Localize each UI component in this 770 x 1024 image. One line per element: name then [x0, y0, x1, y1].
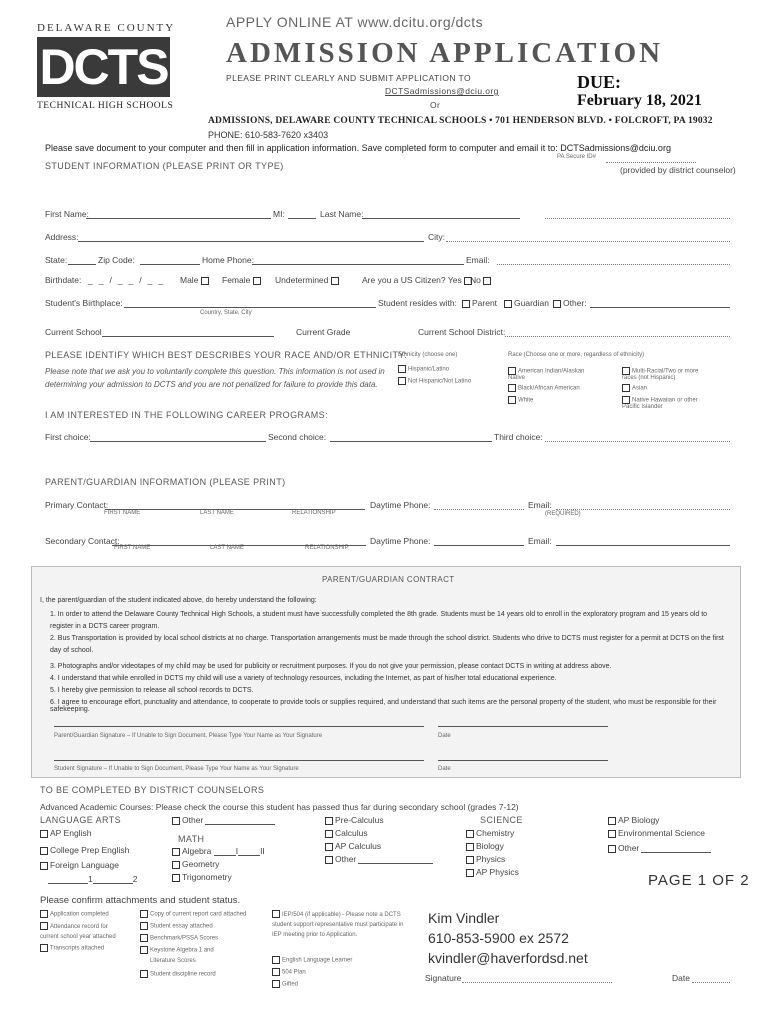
hispanic-option[interactable]: [398, 365, 449, 373]
env-science-label: Environmental Science: [618, 828, 705, 838]
trig-option[interactable]: [172, 872, 232, 882]
guardian-label: Guardian: [514, 298, 549, 308]
contact-phone: 610-853-5900 ex 2572: [428, 930, 569, 946]
attach-benchmark-label: Benchmark/PSSA Scores: [150, 935, 219, 942]
geometry-option[interactable]: [172, 859, 219, 869]
due-label: DUE:: [577, 72, 621, 92]
attach-report-card-label: Copy of current report card attached: [150, 911, 247, 918]
email-label: Email:: [466, 255, 490, 265]
resides-guardian-option[interactable]: [504, 298, 549, 308]
secondary-first-name-sublabel: FIRST NAME: [114, 545, 151, 551]
white-option[interactable]: [508, 396, 533, 404]
or-text: Or: [430, 100, 441, 110]
resides-other-field[interactable]: [590, 298, 730, 308]
chemistry-option[interactable]: [466, 828, 514, 838]
chemistry-checkbox[interactable]: [466, 830, 474, 838]
first-choice-label: First choice:: [45, 432, 91, 442]
current-grade-label: Current Grade: [296, 327, 351, 337]
contract-item-6: 6. I agree to encourage effort, punctuality and attendance, to cooperate to provide tools or supplies required, and understand that such items are the personal property of the student, who must be responsible for their safekeeping.: [50, 699, 717, 713]
ap-biology-label: AP Biology: [618, 815, 660, 825]
attach-report-card-option[interactable]: [140, 910, 246, 918]
attach-benchmark-option[interactable]: [140, 934, 218, 942]
ap-calc-option[interactable]: [325, 841, 381, 851]
asian-checkbox[interactable]: [622, 384, 630, 392]
dcts-logo: DCTS: [37, 37, 170, 97]
address-label: Address:: [45, 232, 79, 242]
other-label: Other:: [563, 298, 587, 308]
math-heading: MATH: [178, 834, 205, 844]
student-info-heading: STUDENT INFORMATION (PLEASE PRINT OR TYPE): [45, 161, 284, 171]
male-option[interactable]: [180, 275, 211, 285]
primary-contact-field[interactable]: [105, 500, 365, 510]
first-name-label: First Name:: [45, 209, 89, 219]
address-field[interactable]: [78, 232, 424, 242]
black-label: Black/African American: [518, 385, 580, 392]
submit-instructions: PLEASE PRINT CLEARLY AND SUBMIT APPLICATION TO: [226, 73, 471, 83]
env-science-checkbox[interactable]: [608, 830, 616, 838]
state-field[interactable]: [68, 255, 96, 265]
primary-relationship-sublabel: RELATIONSHIP: [292, 510, 336, 516]
student-signature-label: Student Signature – If Unable to Sign Document, Please Type Your Name as Your Signature: [54, 766, 299, 772]
second-choice-field[interactable]: [330, 432, 492, 442]
attach-iep-option[interactable]: [272, 910, 407, 940]
biology-checkbox[interactable]: [466, 843, 474, 851]
foreign-language-label: Foreign Language: [50, 860, 120, 870]
contract-intro: I, the parent/guardian of the student indicated above, do hereby understand the following:: [40, 597, 317, 604]
algebra-i-label: I: [235, 846, 239, 856]
primary-daytime-phone-field[interactable]: [434, 500, 524, 510]
ap-calc-label: AP Calculus: [335, 841, 382, 851]
email-field[interactable]: [497, 255, 730, 265]
counselor-date-label: Date: [672, 973, 690, 983]
counselor-heading: TO BE COMPLETED BY DISTRICT COUNSELORS: [40, 785, 265, 795]
current-district-label: Current School District:: [418, 327, 506, 337]
attach-ell-option[interactable]: [272, 956, 352, 964]
env-science-option[interactable]: [608, 828, 705, 838]
college-prep-checkbox[interactable]: [40, 847, 48, 855]
attach-keystone-option[interactable]: [140, 946, 214, 954]
other-science-checkbox[interactable]: [608, 845, 616, 853]
birthplace-sublabel: Country, State, City: [200, 310, 252, 316]
primary-first-name-sublabel: FIRST NAME: [104, 510, 141, 516]
precalc-checkbox[interactable]: [325, 817, 333, 825]
last-name-field[interactable]: [362, 209, 520, 219]
contract-heading: PARENT/GUARDIAN CONTRACT: [322, 575, 455, 584]
american-indian-checkbox[interactable]: [508, 367, 516, 375]
race-label: Race (Choose one or more, regardless of ethnicity): [508, 352, 645, 358]
trig-checkbox[interactable]: [172, 874, 180, 882]
career-heading: I AM INTERESTED IN THE FOLLOWING CAREER PROGRAMS:: [45, 410, 328, 420]
attach-application-label: Application completed: [50, 911, 109, 918]
advanced-courses-instruction: Advanced Academic Courses: Please check the course this student has passed thus far during secondary school (grades 7-12): [40, 802, 519, 812]
attach-keystone-label: Keystone Algebra 1 and: [150, 947, 214, 954]
attach-benchmark-checkbox[interactable]: [140, 934, 148, 942]
foreign-level-1-label: 1: [88, 874, 93, 884]
calculus-checkbox[interactable]: [325, 830, 333, 838]
first-choice-field[interactable]: [90, 432, 266, 442]
attach-attendance-label: Attendance record for current school year attached: [40, 924, 116, 940]
resides-other-option[interactable]: [553, 298, 587, 308]
other-science-option[interactable]: [608, 843, 711, 853]
calculus-option[interactable]: [325, 828, 368, 838]
attach-attendance-option[interactable]: [40, 922, 125, 942]
algebra-ii-label: II: [260, 846, 265, 856]
other-checkbox[interactable]: [553, 300, 561, 308]
third-choice-label: Third choice:: [494, 432, 543, 442]
current-school-field[interactable]: [102, 327, 274, 337]
ap-calc-checkbox[interactable]: [325, 843, 333, 851]
other-lang-option[interactable]: [172, 815, 275, 825]
other-science-label: Other: [618, 843, 640, 853]
contract-item-1: 1. In order to attend the Delaware County Technical High Schools, a student must have successfully completed the 8th grade. Students must be 14 years old to enroll in the exploratory program and 15 years old to register in a DCTS career program.: [50, 611, 708, 630]
other-math-label: Other: [335, 854, 357, 864]
attach-transcripts-checkbox[interactable]: [40, 944, 48, 952]
home-phone-label: Home Phone:: [202, 255, 254, 265]
attach-gifted-option[interactable]: [272, 980, 298, 988]
parent-label: Parent: [472, 298, 498, 308]
attach-504-checkbox[interactable]: [272, 968, 280, 976]
logo-top-text: DELAWARE COUNTY: [37, 22, 176, 34]
primary-email-label: Email:: [528, 500, 552, 510]
calculus-label: Calculus: [335, 828, 368, 838]
admissions-email-link[interactable]: DCTSadmissions@dciu.org: [385, 86, 499, 96]
birthdate-field[interactable]: __/__/__: [88, 275, 170, 285]
attach-essay-option[interactable]: [140, 922, 213, 930]
physics-label: Physics: [476, 854, 506, 864]
ap-biology-option[interactable]: [608, 815, 659, 825]
primary-email-field[interactable]: [556, 500, 730, 510]
hispanic-checkbox[interactable]: [398, 365, 406, 373]
pacific-islander-checkbox[interactable]: [622, 396, 630, 404]
birthplace-label: Student's Birthplace:: [45, 298, 123, 308]
state-label: State:: [45, 255, 68, 265]
pacific-islander-option[interactable]: [622, 396, 712, 410]
zip-field[interactable]: [140, 255, 200, 265]
science-heading: SCIENCE: [480, 815, 523, 825]
biology-option[interactable]: [466, 841, 504, 851]
secondary-email-field[interactable]: [556, 536, 730, 546]
attach-transcripts-option[interactable]: [40, 944, 104, 952]
precalc-label: Pre-Calculus: [335, 815, 384, 825]
other-lang-label: Other: [182, 815, 204, 825]
attach-discipline-label: Student discipline record: [150, 971, 216, 978]
parent-signature-date-field[interactable]: [438, 717, 608, 727]
logo-bottom-text: TECHNICAL HIGH SCHOOLS: [37, 101, 174, 111]
physics-checkbox[interactable]: [466, 856, 474, 864]
ap-english-checkbox[interactable]: [40, 830, 48, 838]
contract-item-2: 2. Bus Transportation is provided by local school districts at no charge. Transportation arrangements must be made through the school district. Students who drive to DCTS must register for a permit at DCTS on the first day of school.: [50, 635, 724, 654]
multi-racial-checkbox[interactable]: [622, 367, 630, 375]
algebra-label: Algebra: [182, 846, 212, 856]
not-hispanic-label: Not Hispanic/Not Latino: [408, 378, 472, 385]
ethnicity-note-1: Please note that we ask you to voluntarily complete this question. This information is not used in: [45, 367, 385, 376]
ap-english-option[interactable]: [40, 828, 91, 838]
ap-biology-checkbox[interactable]: [608, 817, 616, 825]
secondary-daytime-phone-label: Daytime Phone:: [370, 536, 431, 546]
undetermined-label: Undetermined: [275, 275, 329, 285]
counselor-signature-field[interactable]: [462, 973, 612, 983]
american-indian-label: American Indian/Alaskan Native: [508, 368, 585, 381]
student-signature-field[interactable]: [54, 751, 424, 761]
ap-physics-label: AP Physics: [476, 867, 519, 877]
attach-ell-label: English Language Learner: [282, 957, 353, 964]
student-signature-date-field[interactable]: [438, 751, 608, 761]
attach-ell-checkbox[interactable]: [272, 956, 280, 964]
attach-504-option[interactable]: [272, 968, 306, 976]
college-prep-label: College Prep English: [50, 845, 130, 855]
secure-id-field[interactable]: [606, 154, 696, 163]
attach-essay-label: Student essay attached: [150, 923, 213, 930]
attach-iep-checkbox[interactable]: [272, 910, 280, 918]
citizen-label: Are you a US Citizen? Yes: [362, 275, 462, 285]
citizen-no-option[interactable]: [470, 275, 493, 285]
hispanic-label: Hispanic/Latino: [408, 366, 450, 373]
secure-id-note: (provided by district counselor): [620, 165, 736, 175]
physics-option[interactable]: [466, 854, 505, 864]
attach-attendance-checkbox[interactable]: [40, 922, 48, 930]
secondary-relationship-sublabel: RELATIONSHIP: [305, 545, 349, 551]
asian-label: Asian: [632, 385, 648, 392]
due-date: February 18, 2021: [577, 92, 702, 109]
ethnicity-label: Ethnicity (choose one): [398, 352, 458, 358]
black-option[interactable]: [508, 384, 580, 392]
second-choice-label: Second choice:: [268, 432, 327, 442]
primary-contact-label: Primary Contact:: [45, 500, 109, 510]
birthplace-field[interactable]: [124, 298, 376, 308]
no-label: No: [470, 275, 481, 285]
secondary-contact-label: Secondary Contact:: [45, 536, 120, 546]
parent-checkbox[interactable]: [462, 300, 470, 308]
current-district-field[interactable]: [505, 327, 730, 337]
first-name-field[interactable]: [86, 209, 271, 219]
attach-discipline-option[interactable]: [140, 970, 216, 978]
multi-racial-option[interactable]: [622, 367, 712, 381]
other-math-checkbox[interactable]: [325, 856, 333, 864]
third-choice-field[interactable]: [545, 432, 730, 442]
email-required-note: (REQUIRED): [545, 511, 581, 517]
precalc-option[interactable]: [325, 815, 384, 825]
primary-last-name-sublabel: LAST NAME: [200, 510, 234, 516]
language-arts-heading: LANGUAGE ARTS: [40, 815, 122, 825]
zip-label: Zip Code:: [98, 255, 135, 265]
asian-option[interactable]: [622, 384, 647, 392]
male-checkbox[interactable]: [201, 277, 209, 285]
secondary-email-label: Email:: [528, 536, 552, 546]
female-label: Female: [222, 275, 251, 285]
ap-physics-option[interactable]: [466, 867, 519, 877]
college-prep-option[interactable]: [40, 845, 129, 855]
attach-discipline-checkbox[interactable]: [140, 970, 148, 978]
other-math-option[interactable]: [325, 854, 433, 864]
not-hispanic-checkbox[interactable]: [398, 377, 406, 385]
chemistry-label: Chemistry: [476, 828, 515, 838]
attach-keystone-checkbox[interactable]: [140, 946, 148, 954]
resides-label: Student resides with:: [378, 298, 457, 308]
citizen-no-checkbox[interactable]: [483, 277, 491, 285]
resides-parent-option[interactable]: [462, 298, 497, 308]
geometry-label: Geometry: [182, 859, 220, 869]
male-label: Male: [180, 275, 199, 285]
mi-label: MI:: [273, 209, 285, 219]
foreign-language-option[interactable]: [40, 860, 119, 870]
other-lang-checkbox[interactable]: [172, 817, 180, 825]
contact-name: Kim Vindler: [428, 910, 500, 926]
attachments-heading: Please confirm attachments and student status.: [40, 895, 241, 906]
contract-item-3: 3. Photographs and/or videotapes of my child may be used for publicity or recruitment purposes. If you do not give your permission, please contact DCTS in writing at address above.: [50, 663, 612, 670]
foreign-language-checkbox[interactable]: [40, 862, 48, 870]
ap-english-label: AP English: [50, 828, 92, 838]
mi-field[interactable]: [288, 209, 316, 219]
secure-id-entry-field[interactable]: [545, 209, 730, 219]
primary-daytime-phone-label: Daytime Phone:: [370, 500, 431, 510]
parent-heading: PARENT/GUARDIAN INFORMATION (PLEASE PRINT): [45, 477, 286, 487]
attach-transcripts-label: Transcripts attached: [50, 945, 105, 952]
algebra-option[interactable]: [172, 846, 265, 856]
geometry-checkbox[interactable]: [172, 861, 180, 869]
american-indian-option[interactable]: [508, 367, 593, 381]
city-field[interactable]: [446, 232, 730, 242]
female-checkbox[interactable]: [253, 277, 261, 285]
algebra-checkbox[interactable]: [172, 848, 180, 856]
save-instructions: Please save document to your computer and then fill in application information. Save completed form to computer and email it to: DCTSadmissions@dciu.org: [45, 143, 671, 153]
attach-application-checkbox[interactable]: [40, 910, 48, 918]
last-name-label: Last Name:: [320, 209, 364, 219]
secondary-last-name-sublabel: LAST NAME: [210, 545, 244, 551]
current-school-label: Current School: [45, 327, 102, 337]
attach-gifted-label: Gifted: [282, 981, 299, 988]
attach-504-label: 504 Plan: [282, 969, 306, 976]
home-phone-field[interactable]: [252, 255, 464, 265]
guardian-checkbox[interactable]: [504, 300, 512, 308]
female-option[interactable]: [222, 275, 263, 285]
black-checkbox[interactable]: [508, 384, 516, 392]
ap-physics-checkbox[interactable]: [466, 869, 474, 877]
white-checkbox[interactable]: [508, 396, 516, 404]
parent-signature-field[interactable]: [54, 717, 424, 727]
secure-id-label: PA Secure ID#: [557, 154, 596, 160]
foreign-level-1[interactable]: [48, 874, 137, 884]
parent-signature-label: Parent/Guardian Signature – If Unable to Sign Document, Please Type Your Name as Your Signature: [54, 733, 323, 739]
parent-date-label: Date: [438, 733, 451, 739]
counselor-date-field[interactable]: [692, 973, 730, 983]
contract-item-4: 4. I understand that while enrolled in DCTS my child will use a variety of technology resources, including the Internet, as part of his/her total educational experience.: [50, 675, 557, 682]
attach-literature-label: Literature Scores: [150, 958, 196, 964]
city-label: City:: [428, 232, 445, 242]
undetermined-option[interactable]: [275, 275, 341, 285]
page-title: ADMISSION APPLICATION: [226, 37, 664, 69]
pacific-islander-label: Native Hawaiian or other Pacific Islander: [622, 397, 698, 410]
student-date-label: Date: [438, 766, 451, 772]
contract-item-5: 5. I hereby give permission to release all school records to DCTS.: [50, 687, 254, 694]
undetermined-checkbox[interactable]: [331, 277, 339, 285]
attach-iep-label: IEP/504 (if applicable) - Please note a DCTS student support representative must participate in IEP meeting prior to Application.: [272, 912, 404, 938]
biology-label: Biology: [476, 841, 504, 851]
ethnicity-note-2: determining your admission to DCTS and you are not penalized for failure to provide this data.: [45, 380, 378, 389]
mailing-address: ADMISSIONS, DELAWARE COUNTY TECHNICAL SCHOOLS • 701 HENDERSON BLVD. • FOLCROFT, PA 19032: [208, 116, 713, 126]
foreign-level-2-label: 2: [132, 874, 138, 884]
ethnicity-heading: PLEASE IDENTIFY WHICH BEST DESCRIBES YOUR RACE AND/OR ETHNICITY:: [45, 350, 408, 360]
attach-essay-checkbox[interactable]: [140, 922, 148, 930]
attach-application-option[interactable]: [40, 910, 109, 918]
contact-email[interactable]: kvindler@haverfordsd.net: [428, 950, 588, 966]
attach-report-card-checkbox[interactable]: [140, 910, 148, 918]
secondary-daytime-phone-field[interactable]: [434, 536, 524, 546]
counselor-signature-label: Signature: [425, 973, 462, 983]
not-hispanic-option[interactable]: [398, 377, 471, 385]
page-number-note: PAGE 1 OF 2: [648, 872, 750, 889]
apply-online-link[interactable]: APPLY ONLINE AT www.dcitu.org/dcts: [226, 14, 484, 30]
white-label: White: [518, 397, 534, 404]
parent-guardian-contract: [31, 566, 741, 778]
birthdate-label: Birthdate:: [45, 275, 82, 285]
phone-number: PHONE: 610-583-7620 x3403: [208, 130, 329, 140]
citizen-yes-option[interactable]: [362, 275, 474, 285]
multi-racial-label: Multi-Racial/Two or more races (not Hispanic): [622, 368, 699, 381]
attach-gifted-checkbox[interactable]: [272, 980, 280, 988]
trig-label: Trigonometry: [182, 872, 232, 882]
